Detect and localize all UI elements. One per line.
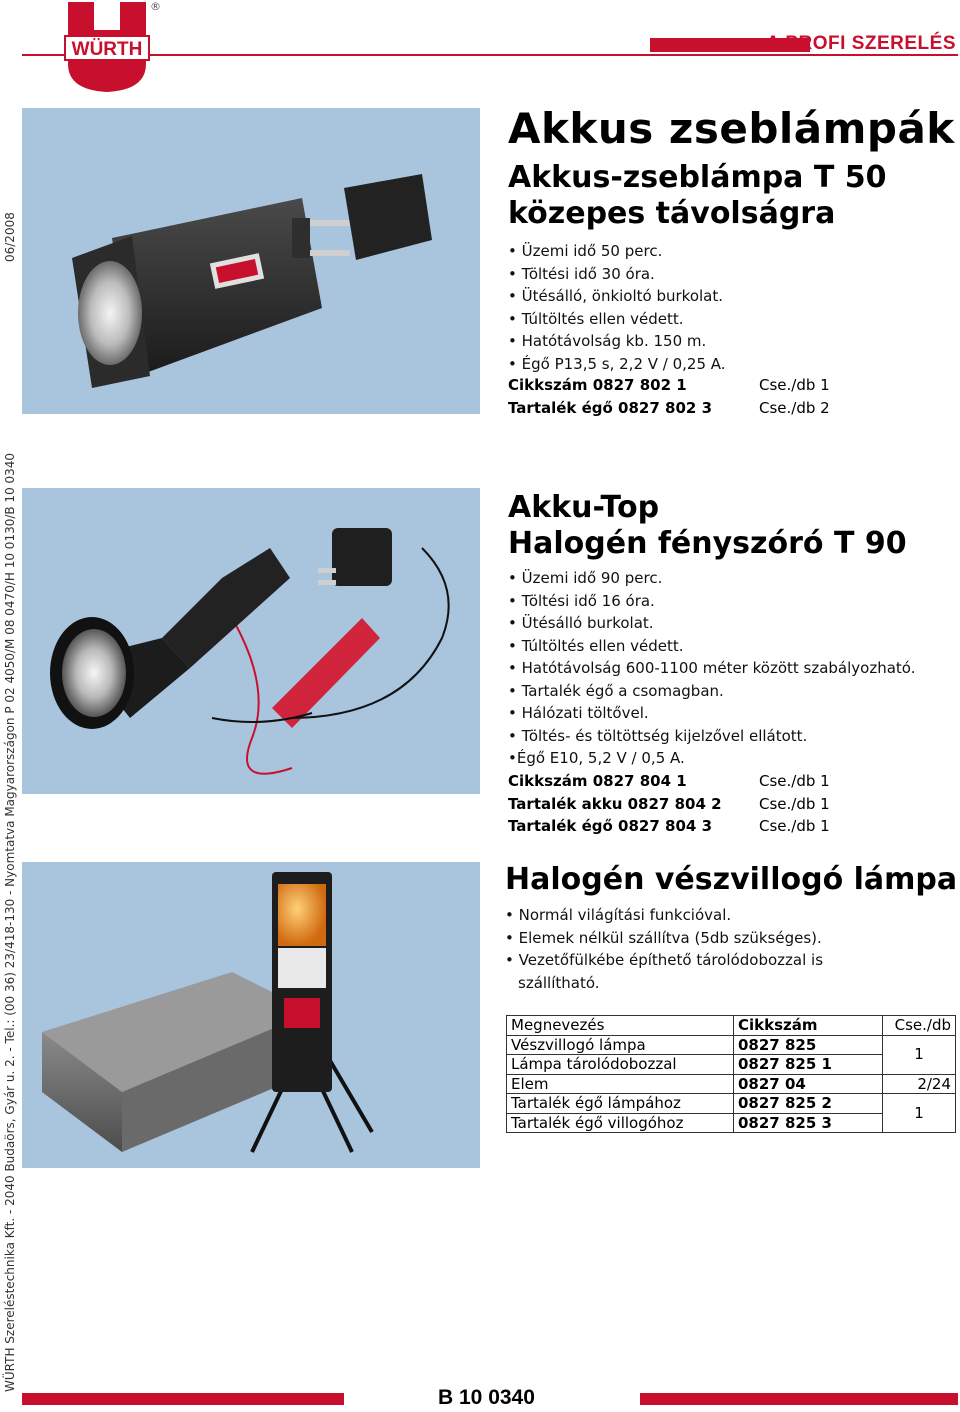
page-title: Akkus zseblámpák [508, 104, 955, 153]
side-date: 06/2008 [3, 212, 17, 262]
list-item: • Hálózati töltővel. [508, 702, 915, 725]
list-item: • Túltöltés ellen védett. [508, 635, 915, 658]
list-item: • Töltési idő 30 óra. [508, 263, 726, 286]
cell-code: 0827 825 2 [734, 1094, 883, 1114]
list-item: • Túltöltés ellen védett. [508, 308, 726, 331]
footer-red-bar-left [22, 1393, 344, 1405]
spec-label: Cikkszám 0827 804 1 [508, 772, 687, 790]
list-item: • Elemek nélkül szállítva (5db szükséges). [505, 927, 823, 950]
cell-code: 0827 04 [734, 1074, 883, 1094]
spec-label: Tartalék égő 0827 804 3 [508, 817, 713, 835]
list-item-continuation: szállítható. [518, 973, 600, 992]
list-item: • Normál világítási funkcióval. [505, 904, 823, 927]
spec-unit: Cse./db 1 [759, 772, 830, 790]
side-imprint: WÜRTH Szereléstechnika Kft. - 2040 Budaörs, Gyár u. 2. - Tel.: (00 36) 23/418-130 - Nyomtatva Magyarországon P 02 4050/M 08 0470/H 10 0130/B 10 0340 [3, 452, 17, 1392]
spec-label: Tartalék égő 0827 802 3 [508, 398, 713, 417]
list-item: • Töltés- és töltöttség kijelzővel ellátott. [508, 725, 915, 748]
cell-qty: 1 [883, 1094, 956, 1133]
product1-title-line1: Akkus-zseblámpa T 50 [508, 160, 887, 195]
spec-unit: Cse./db 1 [759, 817, 830, 835]
table-row [507, 1094, 956, 1114]
product1-specs [508, 374, 830, 419]
table-header-row [507, 1016, 956, 1036]
cell-qty: 2/24 [883, 1074, 956, 1094]
product3-title: Halogén vészvillogó lámpa [505, 862, 958, 897]
cell-name: Elem [507, 1074, 734, 1094]
spec-unit: Cse./db 1 [759, 794, 830, 813]
product3-features [505, 904, 823, 994]
cell-name: Lámpa tárolódobozzal [507, 1055, 734, 1075]
list-item: • Égő P13,5 s, 2,2 V / 0,25 A. [508, 353, 726, 376]
list-item: • Üzemi idő 90 perc. [508, 567, 915, 590]
spec-label: Tartalék akku 0827 804 2 [508, 794, 722, 813]
registered-mark: ® [150, 0, 161, 13]
header-code: Cikkszám [734, 1016, 883, 1036]
spec-unit: Cse./db 2 [759, 398, 830, 417]
list-item: • Égő E10, 5,2 V / 0,5 A. [508, 747, 915, 770]
warning-lamp-photo [22, 862, 480, 1168]
table-row [507, 1074, 956, 1094]
list-item: • Ütésálló burkolat. [508, 612, 915, 635]
list-item: • Tartalék égő a csomagban. [508, 680, 915, 703]
product1-features [508, 240, 726, 375]
header-qty: Cse./db [883, 1016, 956, 1036]
product2-specs [508, 770, 830, 838]
cell-code: 0827 825 [734, 1035, 883, 1055]
spec-label: Cikkszám 0827 802 1 [508, 376, 687, 394]
product2-title-line2: Halogén fényszóró T 90 [508, 526, 907, 561]
halogen-t90-photo [22, 488, 480, 794]
footer-red-bar-right [640, 1393, 958, 1405]
cell-qty: 1 [883, 1035, 956, 1074]
table-row [507, 1035, 956, 1055]
list-item: • Vezetőfülkébe építhető tárolódobozzal is [505, 949, 823, 972]
product2-title-line1: Akku-Top [508, 490, 660, 525]
cell-code: 0827 825 3 [734, 1113, 883, 1133]
cell-code: 0827 825 1 [734, 1055, 883, 1075]
slogan: A PROFI SZERELÉS [766, 33, 956, 54]
list-item: • Ütésálló, önkioltó burkolat. [508, 285, 726, 308]
list-item: • Hatótávolság 600-1100 méter között szabályozható. [508, 657, 915, 680]
cell-name: Tartalék égő villogóhoz [507, 1113, 734, 1133]
flashlight-t50-photo [22, 108, 480, 414]
cell-name: Tartalék égő lámpához [507, 1094, 734, 1114]
logo-text: WÜRTH [64, 35, 150, 61]
cell-name: Vészvillogó lámpa [507, 1035, 734, 1055]
product1-title-line2: közepes távolságra [508, 196, 836, 231]
header-name: Megnevezés [507, 1016, 734, 1036]
list-item: • Üzemi idő 50 perc. [508, 240, 726, 263]
product2-features [508, 567, 915, 770]
list-item: • Töltési idő 16 óra. [508, 590, 915, 613]
list-item: • Hatótávolság kb. 150 m. [508, 330, 726, 353]
spec-unit: Cse./db 1 [759, 376, 830, 394]
product3-table [506, 1015, 956, 1133]
page-code: B 10 0340 [438, 1386, 535, 1409]
